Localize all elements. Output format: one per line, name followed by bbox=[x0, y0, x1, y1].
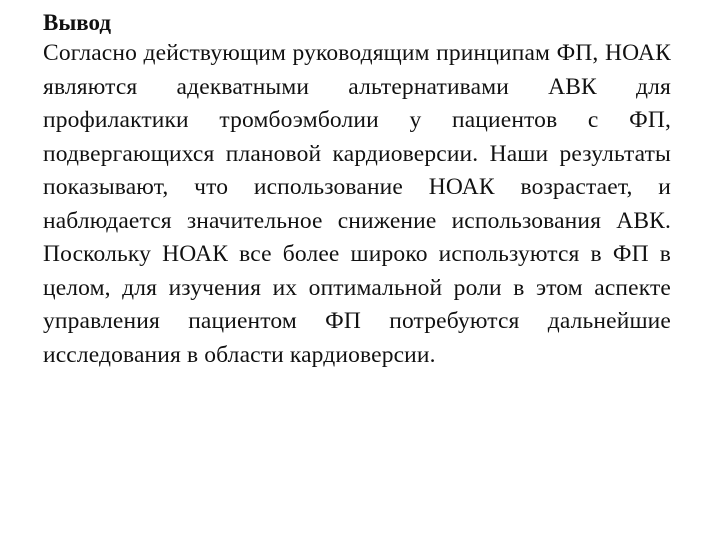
slide-body-text: Согласно действующим руководящим принципам ФП, НОАК являются адекватными альтернативами АВК для профилактики тромбоэмболии у пациентов с ФП, подвергающихся плановой кардиоверсии. Наши результаты показывают, что использование НОАК возрастает, и наблюдается значительное снижение использования АВК. Поскольку НОАК все более широко используются в ФП в целом, для изучения их оптимальной роли в этом аспекте управления пациентом ФП потребуются дальнейшие исследования в области кардиоверсии. bbox=[43, 40, 671, 368]
slide-content bbox=[43, 9, 671, 372]
slide-title: Вывод bbox=[43, 10, 112, 35]
